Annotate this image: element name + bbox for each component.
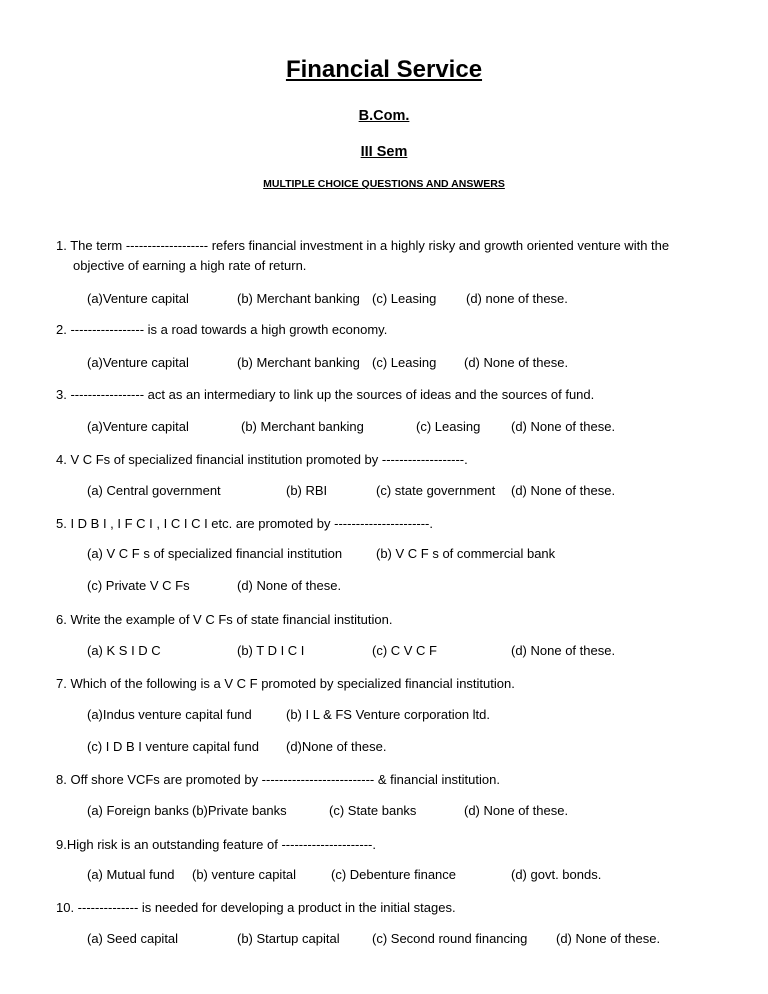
- option-d: (d) none of these.: [466, 291, 568, 306]
- option-a: (a) Central government: [87, 483, 221, 498]
- option-b: (b) Startup capital: [237, 931, 340, 946]
- option-d: (d) None of these.: [511, 419, 616, 434]
- question-text: 2. ----------------- is a road towards a high growth economy.: [56, 322, 388, 337]
- question-8: [56, 770, 696, 790]
- option-c: (c) Second round financing: [372, 931, 528, 946]
- document-title: Financial Service: [285, 56, 483, 83]
- option-b: (b)Private banks: [192, 803, 287, 818]
- option-d: (d) None of these.: [511, 643, 616, 658]
- question-7: [56, 674, 696, 694]
- option-c: (c) I D B I venture capital fund: [87, 739, 259, 754]
- option-d: (d) None of these.: [511, 483, 616, 498]
- option-c: (c) state government: [376, 483, 496, 498]
- option-c: (c) C V C F: [372, 643, 437, 658]
- option-b: (b) RBI: [286, 483, 328, 498]
- option-b: (b) Merchant banking: [237, 355, 360, 370]
- option-a: (a) V C F s of specialized financial institution: [87, 546, 343, 561]
- question-2: [56, 320, 696, 340]
- question-4: [56, 450, 696, 470]
- question-text-continued: objective of earning a high rate of return.: [73, 258, 307, 273]
- option-c: (c) State banks: [329, 803, 417, 818]
- question-text: 1. The term ------------------- refers financial investment in a highly risky and growth oriented venture with the: [56, 238, 670, 253]
- question-5: [56, 514, 696, 534]
- question-text: 3. ----------------- act as an intermediary to link up the sources of ideas and the sources of fund.: [56, 387, 595, 402]
- option-b: (b) Merchant banking: [241, 419, 364, 434]
- option-d: (d) None of these.: [464, 355, 569, 370]
- question-10: [56, 898, 696, 918]
- question-text: 7. Which of the following is a V C F promoted by specialized financial institution.: [56, 676, 515, 691]
- question-9: [56, 835, 696, 855]
- option-a: (a)Venture capital: [87, 419, 189, 434]
- course-name: B.Com.: [358, 108, 410, 124]
- question-text: 10. -------------- is needed for developing a product in the initial stages.: [56, 900, 456, 915]
- question-text: 8. Off shore VCFs are promoted by -------------------------- & financial institution.: [56, 772, 500, 787]
- option-a: (a)Venture capital: [87, 355, 189, 370]
- section-heading: MULTIPLE CHOICE QUESTIONS AND ANSWERS: [263, 178, 505, 190]
- option-b: (b) venture capital: [192, 867, 297, 882]
- question-text: 4. V C Fs of specialized financial institution promoted by -------------------.: [56, 452, 468, 467]
- question-text: 9.High risk is an outstanding feature of ---------------------.: [56, 837, 376, 852]
- question-text: 6. Write the example of V C Fs of state financial institution.: [56, 612, 393, 627]
- option-a: (a)Venture capital: [87, 291, 189, 306]
- option-d: (d)None of these.: [286, 739, 387, 754]
- option-b: (b) Merchant banking: [237, 291, 360, 306]
- semester-label: III Sem: [360, 144, 408, 160]
- option-b: (b) V C F s of commercial bank: [376, 546, 556, 561]
- option-a: (a) Foreign banks: [87, 803, 189, 818]
- option-d: (d) None of these.: [556, 931, 661, 946]
- option-a: (a) Seed capital: [87, 931, 179, 946]
- question-1: [56, 236, 696, 276]
- option-a: (a) K S I D C: [87, 643, 161, 658]
- option-c: (c) Private V C Fs: [87, 578, 190, 593]
- option-d: (d) None of these.: [464, 803, 569, 818]
- option-d: (d) None of these.: [237, 578, 342, 593]
- option-c: (c) Leasing: [372, 291, 437, 306]
- question-text: 5. I D B I , I F C I , I C I C I etc. are promoted by ----------------------.: [56, 516, 433, 531]
- option-a: (a) Mutual fund: [87, 867, 175, 882]
- option-b: (b) T D I C I: [237, 643, 305, 658]
- option-b: (b) I L & FS Venture corporation ltd.: [286, 707, 491, 722]
- option-a: (a)Indus venture capital fund: [87, 707, 252, 722]
- option-c: (c) Leasing: [372, 355, 437, 370]
- option-c: (c) Debenture finance: [331, 867, 457, 882]
- option-c: (c) Leasing: [416, 419, 481, 434]
- option-d: (d) govt. bonds.: [511, 867, 602, 882]
- question-3: [56, 385, 696, 405]
- question-6: [56, 610, 696, 630]
